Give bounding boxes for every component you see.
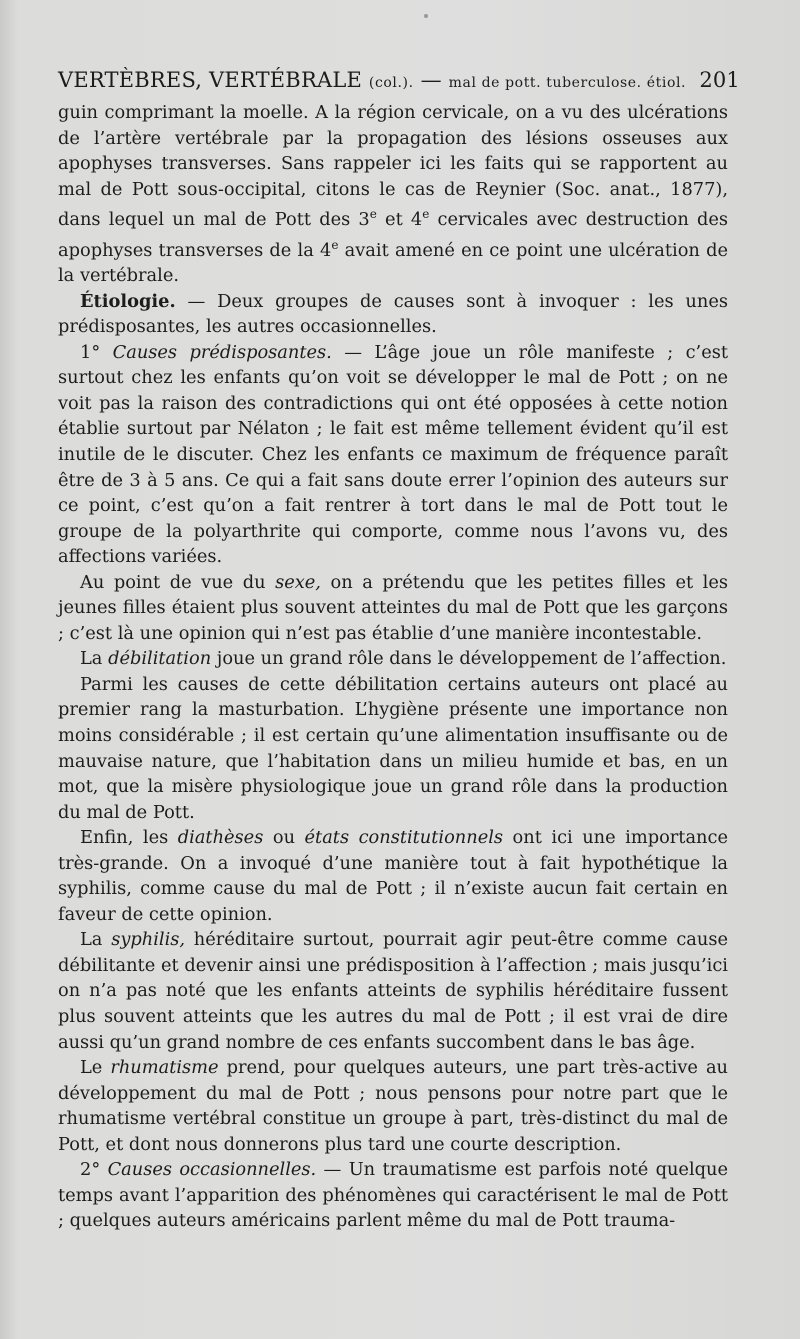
term-debilitation: débilitation <box>108 648 212 670</box>
paragraph-causes-predisposantes <box>58 340 728 570</box>
rhumatisme-text-b: prend, pour quelques auteurs, une part très-active au développement du mal de Pott ; nous pensons pour notre part que le rhumatisme vertébral constitue un groupe à part, très-distinct du mal de Pott, et dont nous donnerons plus tard une courte description. <box>58 1057 729 1155</box>
term-syphilis: syphilis, <box>111 929 186 951</box>
diatheses-text-c: ont ici une importance très-grande. On a invoqué d’une manière tout à fait hypothétique la syphilis, comme cause du mal de Pott ; il n’existe aucun fait certain en faveur de cette opinion. <box>58 827 728 925</box>
paragraph-syphilis <box>58 927 728 1055</box>
paragraph-diatheses <box>58 825 728 927</box>
header-title <box>58 68 686 92</box>
paragraph-sexe <box>58 570 728 647</box>
paragraph-causes-occasionnelles <box>58 1157 728 1234</box>
term-diatheses: diathèses <box>177 827 264 849</box>
debilitation-text-a: La <box>80 648 109 670</box>
diatheses-text-b: ou <box>263 827 305 849</box>
paragraph-debilitation <box>58 646 728 672</box>
heading-etiologie: Étiologie. <box>80 290 176 312</box>
header-right: mal de pott. tuberculose. étiol. <box>448 75 687 91</box>
num-2: 2° <box>80 1159 108 1181</box>
causes-predisposantes-text: — L’âge joue un rôle manifeste ; c’est surtout chez les enfants qu’on voit se développer le mal de Pott ; on ne voit pas la raison des contradictions qui ont été opposées à cette notion établie surtout par Nélaton ; le fait est même tellement évident qu’il est inutile de le discuter. Chez les enfants ce maximum de fréquence paraît être de 3 à 5 ans. Ce qui a fait sans doute errer l’opinion des auteurs sur ce point, c’est qu’on a fait rentrer à tort dans le mal de Pott tout le groupe de la polyarthrite qui comporte, comme nous l’avons vu, des affections variées. <box>58 341 729 568</box>
paragraph-etiologie <box>58 289 728 340</box>
debilitation-text-b: joue un grand rôle dans le développement de l’affection. <box>211 648 727 670</box>
scan-speck <box>424 14 428 18</box>
page-body <box>58 100 728 1234</box>
page-number: 201 <box>699 68 740 92</box>
heading-causes-predisposantes: Causes prédisposantes. <box>112 341 332 363</box>
paragraph-rhumatisme <box>58 1055 728 1157</box>
sexe-text-b: on a prétendu que les petites filles et les jeunes filles étaient plus souvent atteintes du mal de Pott que les garçons ; c’est là une opinion qui n’est pas établie d’une manière incontestable. <box>58 571 728 644</box>
header-col: (col.). <box>368 75 414 91</box>
syphilis-text-b: héréditaire surtout, pourrait agir peut-être comme cause débilitante et devenir ainsi une prédisposition à l’affection ; mais jusqu’ici on n’a pas noté que les enfants atteints de syphilis héréditaire fussent plus souvent atteints que les autres du mal de Pott ; il est vrai de dire aussi qu’un grand nombre de ces enfants succombent dans le bas âge. <box>58 929 729 1053</box>
header-dash: — <box>420 68 442 92</box>
diatheses-text-a: Enfin, les <box>80 827 178 849</box>
rhumatisme-text-a: Le <box>80 1057 111 1079</box>
running-header <box>58 68 740 92</box>
syphilis-text-a: La <box>80 929 112 951</box>
causes-occasionnelles-text: — Un traumatisme est parfois noté quelque temps avant l’apparition des phénomènes qui caractérisent le mal de Pott ; quelques auteurs américains parlent même du mal de Pott trauma- <box>58 1159 728 1232</box>
term-etats-constitutionnels: états constitutionnels <box>304 827 504 849</box>
etiologie-text: — Deux groupes de causes sont à invoquer : les unes prédisposantes, les autres occasionnelles. <box>58 290 728 338</box>
paragraph-1: guin comprimant la moelle. A la région cervicale, on a vu des ulcérations de l’artère vertébrale par la propagation des lésions osseuses aux apophyses transverses. Sans rappeler ici les faits qui se rapportent au mal de Pott sous-occipital, citons le cas de Reynier (Soc. anat., 1877), dans lequel un mal de Pott des 3e et 4e cervicales avec destruction des apophyses transverses de la 4e avait amené en ce point une ulcération de la vertébrale. <box>58 102 728 287</box>
num-1: 1° <box>80 341 113 363</box>
sexe-text-a: Au point de vue du <box>80 571 276 593</box>
term-rhumatisme: rhumatisme <box>110 1057 219 1079</box>
header-left: VERTÈBRES, VERTÉBRALE <box>58 68 362 92</box>
heading-causes-occasionnelles: Causes occasionnelles. <box>107 1159 317 1181</box>
term-sexe: sexe, <box>275 571 321 593</box>
paragraph-hygiene: Parmi les causes de cette débilitation certains auteurs ont placé au premier rang la masturbation. L’hygiène présente une importance non moins considérable ; il est certain qu’une alimentation insuffisante ou de mauvaise nature, que l’habitation dans un milieu humide et bas, en un mot, que la misère physiologique joue un grand rôle dans la production du mal de Pott. <box>58 673 728 823</box>
